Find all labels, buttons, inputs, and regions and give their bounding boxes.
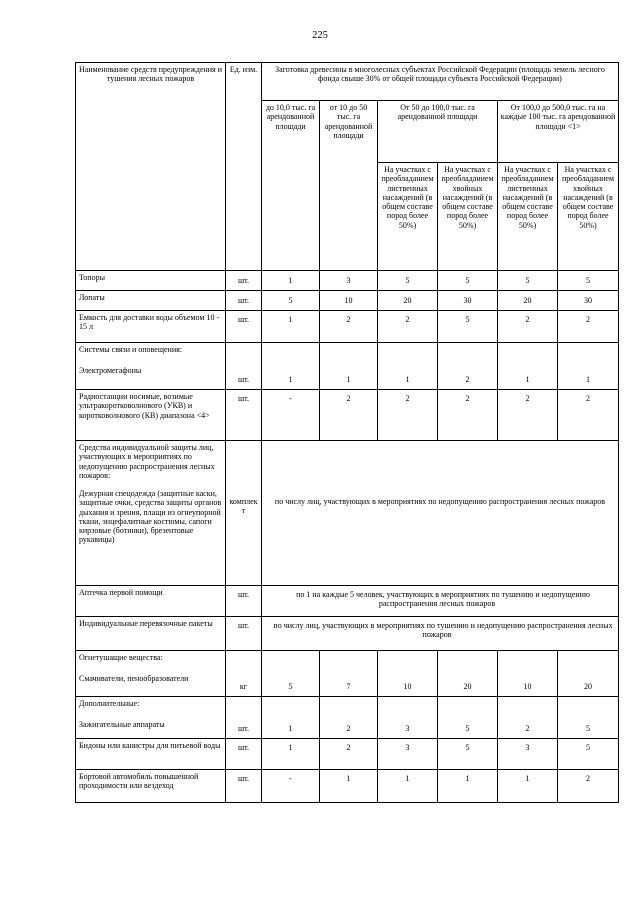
header-row-1 <box>76 63 619 101</box>
cell-value: 1 <box>320 770 378 803</box>
cell-value: 5 <box>438 271 498 291</box>
cell-value: 5 <box>558 739 619 770</box>
header-sub-2: от 10 до 50 тыс. га арендованной площади <box>320 101 378 271</box>
section-header-extinguishing: Огнетушащие вещества: <box>79 653 163 662</box>
row-name: Индивидуальные перевязочные пакеты <box>76 617 226 651</box>
row-unit: шт. <box>226 739 262 770</box>
span-note-text: по числу лиц, участвующих в мероприятиях по недопущению распространения лесных пожаров <box>274 497 606 506</box>
row-name: Зажигательные аппараты <box>79 720 165 730</box>
cell-value: 30 <box>438 291 498 311</box>
cell-value: 2 <box>320 311 378 343</box>
row-name: Лопаты <box>76 291 226 311</box>
row-name-group <box>76 441 226 586</box>
row-name: Радиостанции носимые, возимые ультракоротковолнового (УКВ) и коротковолнового (КВ) диапазона <4> <box>76 390 226 441</box>
cell-value: 3 <box>320 271 378 291</box>
table-row-igniters <box>76 697 619 739</box>
table-row-cans <box>76 739 619 770</box>
cell-value: 3 <box>378 697 438 739</box>
row-unit: шт. <box>226 586 262 617</box>
cell-value: - <box>262 770 320 803</box>
cell-value: 1 <box>378 343 438 390</box>
table-row-wetting <box>76 651 619 697</box>
row-name-group <box>76 651 226 697</box>
cell-value: 5 <box>558 271 619 291</box>
cell-value: 2 <box>498 390 558 441</box>
section-header-ppe: Средства индивидуальной защиты лиц, участвующих в мероприятиях по недопущению распространения лесных пожаров: <box>79 443 215 480</box>
cell-value: 1 <box>262 739 320 770</box>
cell-value: - <box>262 390 320 441</box>
cell-value: 5 <box>438 697 498 739</box>
cell-value: 5 <box>558 697 619 739</box>
cell-value: 2 <box>558 390 619 441</box>
table-row-shovels <box>76 291 619 311</box>
span-note-text: по 1 на каждые 5 человек, участвующих в мероприятиях по тушению и недопущению распространения лесных пожаров <box>296 590 590 609</box>
cell-value: 1 <box>498 343 558 390</box>
cell-value: 3 <box>378 739 438 770</box>
row-name: Емкость для доставки воды объемом 10 - 15 л <box>76 311 226 343</box>
row-name-group <box>76 343 226 390</box>
cell-value: 1 <box>498 770 558 803</box>
span-note-dressing <box>262 617 619 651</box>
cell-value: 20 <box>498 291 558 311</box>
table-row-ppe <box>76 441 619 586</box>
header-sub-1: до 10,0 тыс. га арендованной площади <box>262 101 320 271</box>
cell-value: 1 <box>558 343 619 390</box>
cell-value: 20 <box>438 651 498 697</box>
row-unit: шт. <box>226 617 262 651</box>
header-sub-4: От 100,0 до 500,0 тыс. га на каждые 100 тыс. га арендованной площади <1> <box>498 101 619 163</box>
header-deciduous-2: На участках с преобладанием лиственных насаждений (в общем составе пород более 50%) <box>498 163 558 271</box>
cell-value: 5 <box>438 739 498 770</box>
cell-value: 2 <box>558 770 619 803</box>
cell-value: 20 <box>378 291 438 311</box>
cell-value: 20 <box>558 651 619 697</box>
cell-value: 1 <box>262 271 320 291</box>
cell-value: 1 <box>262 343 320 390</box>
cell-value: 2 <box>498 697 558 739</box>
header-coniferous-1: На участках с преобладанием хвойных насаждений (в общем составе пород более 50%) <box>438 163 498 271</box>
row-name: Топоры <box>76 271 226 291</box>
table-row-water-tank <box>76 311 619 343</box>
cell-value: 5 <box>262 651 320 697</box>
span-note-text: по числу лиц, участвующих в мероприятиях по тушению и недопущению распространения лесных пожаров <box>273 621 613 640</box>
header-coniferous-2: На участках с преобладанием хвойных насаждений (в общем составе пород более 50%) <box>558 163 619 271</box>
cell-value: 1 <box>438 770 498 803</box>
cell-value: 7 <box>320 651 378 697</box>
row-unit: шт. <box>226 697 262 739</box>
cell-value: 2 <box>498 311 558 343</box>
cell-value: 5 <box>378 271 438 291</box>
cell-value: 2 <box>438 343 498 390</box>
cell-value: 2 <box>320 697 378 739</box>
row-unit: шт. <box>226 291 262 311</box>
section-header-communications: Системы связи и оповещения: <box>79 345 183 354</box>
cell-value: 2 <box>558 311 619 343</box>
cell-value: 10 <box>378 651 438 697</box>
row-name: Бидоны или канистры для питьевой воды <box>76 739 226 770</box>
cell-value: 2 <box>320 739 378 770</box>
cell-value: 2 <box>378 311 438 343</box>
table-row-first-aid <box>76 586 619 617</box>
row-unit: кг <box>226 651 262 697</box>
cell-value: 2 <box>320 390 378 441</box>
table-row-radios <box>76 390 619 441</box>
cell-value: 2 <box>438 390 498 441</box>
equipment-table <box>75 62 619 803</box>
table-row-vehicle <box>76 770 619 803</box>
row-name: Аптечка первой помощи <box>76 586 226 617</box>
row-name: Смачиватели, пенообразователи <box>79 674 189 684</box>
header-name-col: Наименование средств предупреждения и тушения лесных пожаров <box>76 63 226 271</box>
row-name: Дежурная спецодежда (защитные каски, защитные очки, средства защиты органов дыхания и зрения, плащи из огнеупорной ткани, энцефалитные костюмы, сапоги кирзовые (ботинки), брезентовые рукавицы) <box>79 489 222 545</box>
table-row-dressing <box>76 617 619 651</box>
cell-value: 10 <box>498 651 558 697</box>
section-header-additional: Дополнительные: <box>79 699 140 708</box>
row-unit: шт. <box>226 390 262 441</box>
cell-value: 5 <box>438 311 498 343</box>
row-unit: шт. <box>226 343 262 390</box>
row-unit: шт. <box>226 311 262 343</box>
row-name: Бортовой автомобиль повышенной проходимости или вездеход <box>76 770 226 803</box>
cell-value: 10 <box>320 291 378 311</box>
header-unit-col: Ед. изм. <box>226 63 262 271</box>
page-number: 225 <box>312 30 328 41</box>
cell-value: 2 <box>378 390 438 441</box>
table-row-megaphones <box>76 343 619 390</box>
row-name: Электромегафоны <box>79 366 142 376</box>
cell-value: 1 <box>262 311 320 343</box>
header-sub-3: От 50 до 100,0 тыс. га арендованной площади <box>378 101 498 163</box>
header-group-title: Заготовка древесины в многолесных субъектах Российской Федерации (площадь земель лесного фонда свыше 30% от общей площади субъекта Российской Федерации) <box>262 63 619 101</box>
cell-value: 1 <box>262 697 320 739</box>
row-unit: шт. <box>226 271 262 291</box>
row-name-group <box>76 697 226 739</box>
cell-value: 5 <box>262 291 320 311</box>
row-unit: комплект <box>226 441 262 586</box>
cell-value: 1 <box>378 770 438 803</box>
table-row-axes <box>76 271 619 291</box>
header-deciduous-1: На участках с преобладанием лиственных насаждений (в общем составе пород более 50%) <box>378 163 438 271</box>
cell-value: 3 <box>498 739 558 770</box>
span-note-first-aid <box>262 586 619 617</box>
row-unit: шт. <box>226 770 262 803</box>
span-note-ppe <box>262 441 619 586</box>
cell-value: 30 <box>558 291 619 311</box>
cell-value: 5 <box>498 271 558 291</box>
cell-value: 1 <box>320 343 378 390</box>
